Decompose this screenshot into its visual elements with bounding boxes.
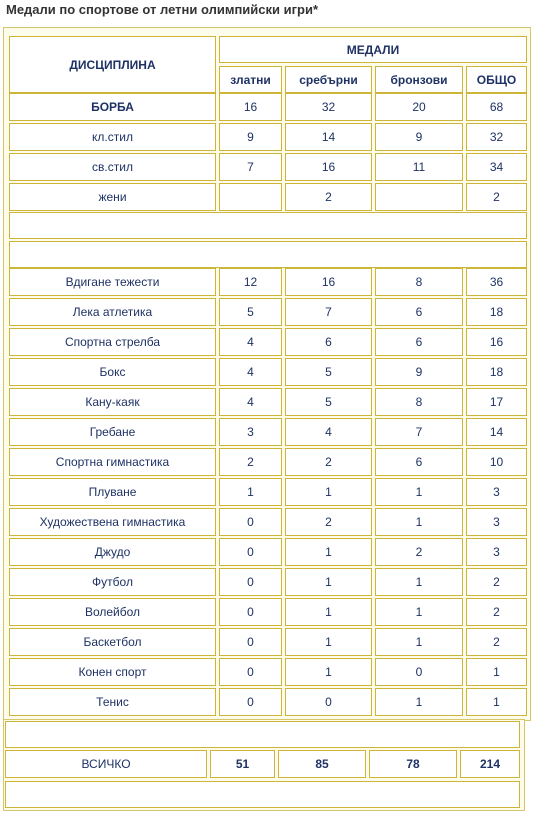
totals-spacer-top [5,721,520,748]
row-silver: 1 [285,538,372,566]
row-silver: 5 [285,388,372,416]
row-bronze: 7 [375,418,463,446]
row-total: 36 [466,268,527,296]
row-total: 2 [466,568,527,596]
row-discipline: Джудо [9,538,216,566]
row-total: 17 [466,388,527,416]
row-bronze: 0 [375,658,463,686]
row-gold: 5 [219,298,282,326]
row-silver: 14 [285,123,372,151]
header-total: ОБЩО [466,66,527,93]
row-gold: 0 [219,688,282,716]
row-total: 16 [466,328,527,356]
row-gold: 1 [219,478,282,506]
row-silver: 16 [285,268,372,296]
row-bronze: 1 [375,598,463,626]
row-total: 3 [466,508,527,536]
header-gold: златни [219,66,282,93]
row-gold: 3 [219,418,282,446]
row-silver: 4 [285,418,372,446]
row-bronze: 1 [375,568,463,596]
row-bronze: 8 [375,388,463,416]
row-discipline: жени [9,183,216,211]
row-silver: 5 [285,358,372,386]
row-bronze: 1 [375,688,463,716]
row-total: 10 [466,448,527,476]
row-silver: 1 [285,628,372,656]
row-discipline: Конен спорт [9,658,216,686]
row-gold: 0 [219,538,282,566]
header-silver: сребърни [285,66,372,93]
row-silver: 0 [285,688,372,716]
row-gold: 0 [219,658,282,686]
row-discipline: Футбол [9,568,216,596]
row-gold: 9 [219,123,282,151]
row-silver: 1 [285,568,372,596]
row-discipline: Плуване [9,478,216,506]
row-bronze: 6 [375,298,463,326]
row-total: 18 [466,358,527,386]
row-gold: 2 [219,448,282,476]
row-bronze: 6 [375,448,463,476]
row-discipline: Спортна гимнастика [9,448,216,476]
page-title: Медали по спортове от летни олимпийски игри* [6,2,319,17]
row-gold: 16 [219,93,282,121]
row-gold: 0 [219,598,282,626]
row-discipline: кл.стил [9,123,216,151]
row-discipline: Кану-каяк [9,388,216,416]
spacer-row [9,212,527,239]
row-gold: 4 [219,328,282,356]
row-silver: 32 [285,93,372,121]
row-bronze: 6 [375,328,463,356]
row-silver: 2 [285,508,372,536]
row-gold: 4 [219,388,282,416]
row-total: 14 [466,418,527,446]
totals-total: 214 [460,750,520,778]
row-total: 2 [466,628,527,656]
row-gold: 0 [219,628,282,656]
row-silver: 2 [285,448,372,476]
totals-silver: 85 [278,750,366,778]
row-discipline: Бокс [9,358,216,386]
header-medals: МЕДАЛИ [219,36,527,63]
row-total: 2 [466,598,527,626]
row-total: 1 [466,688,527,716]
row-total: 3 [466,538,527,566]
row-total: 1 [466,658,527,686]
row-silver: 7 [285,298,372,326]
row-bronze: 8 [375,268,463,296]
row-gold: 0 [219,508,282,536]
row-discipline: Баскетбол [9,628,216,656]
row-bronze: 20 [375,93,463,121]
row-total: 2 [466,183,527,211]
row-silver: 6 [285,328,372,356]
row-total: 32 [466,123,527,151]
totals-bronze: 78 [369,750,457,778]
row-discipline: Художествена гимнастика [9,508,216,536]
row-discipline: Тенис [9,688,216,716]
row-bronze: 1 [375,508,463,536]
row-silver: 16 [285,153,372,181]
row-bronze: 2 [375,538,463,566]
row-bronze: 9 [375,123,463,151]
row-discipline: Волейбол [9,598,216,626]
row-silver: 1 [285,478,372,506]
row-silver: 1 [285,658,372,686]
row-bronze: 11 [375,153,463,181]
row-silver: 2 [285,183,372,211]
row-total: 18 [466,298,527,326]
row-gold: 0 [219,568,282,596]
row-gold: 7 [219,153,282,181]
row-bronze: 9 [375,358,463,386]
row-discipline: Вдигане тежести [9,268,216,296]
spacer-row [9,241,527,268]
row-silver: 1 [285,598,372,626]
row-gold [219,183,282,211]
row-bronze [375,183,463,211]
row-gold: 4 [219,358,282,386]
row-discipline: БОРБА [9,93,216,121]
header-bronze: бронзови [375,66,463,93]
row-bronze: 1 [375,628,463,656]
row-discipline: Лека атлетика [9,298,216,326]
totals-label: ВСИЧКО [5,750,207,778]
row-discipline: Гребане [9,418,216,446]
row-bronze: 1 [375,478,463,506]
row-discipline: Спортна стрелба [9,328,216,356]
totals-gold: 51 [210,750,275,778]
row-gold: 12 [219,268,282,296]
row-discipline: св.стил [9,153,216,181]
header-discipline: ДИСЦИПЛИНА [9,36,216,93]
row-total: 3 [466,478,527,506]
row-total: 34 [466,153,527,181]
totals-spacer-bottom [5,781,520,808]
row-total: 68 [466,93,527,121]
